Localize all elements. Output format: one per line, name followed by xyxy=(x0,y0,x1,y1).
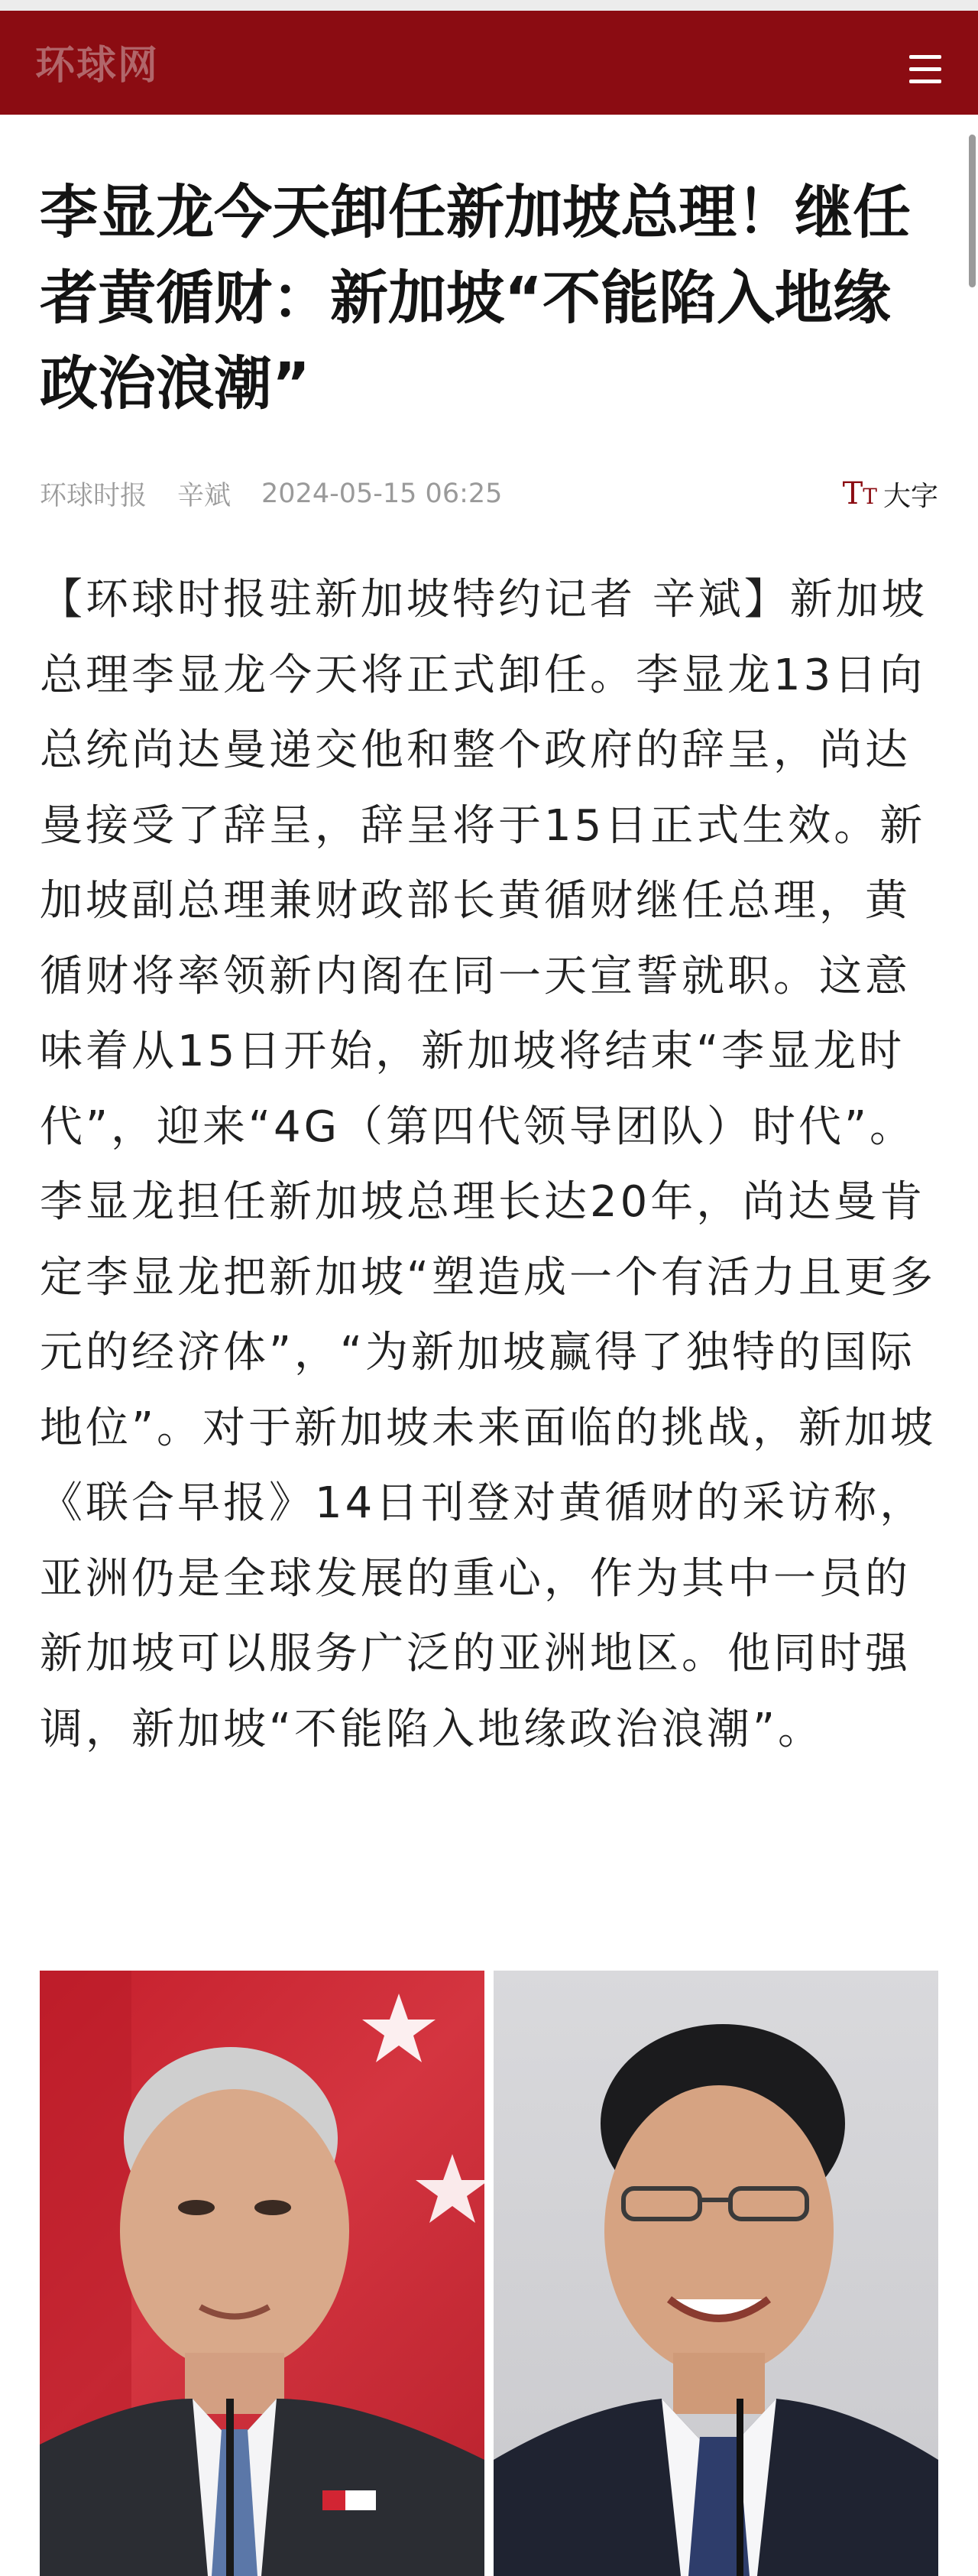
status-strip xyxy=(0,0,978,11)
portrait-photo-icon xyxy=(40,1971,484,2576)
article-datetime: 2024-05-15 06:25 xyxy=(261,479,503,509)
article-meta xyxy=(40,472,938,515)
hamburger-menu-icon[interactable] xyxy=(906,50,944,89)
scrollbar[interactable] xyxy=(967,115,978,2576)
font-size-label: 大字 xyxy=(882,480,938,512)
portrait-photo-icon xyxy=(494,1971,938,2576)
photo-lee-hsien-loong[interactable] xyxy=(40,1971,484,2576)
article-title: 李显龙今天卸任新加坡总理！继任者黄循财：新加坡“不能陷入地缘政治浪潮” xyxy=(40,178,911,417)
article-source: 环球时报 xyxy=(40,481,147,511)
site-logo[interactable]: 环球网 xyxy=(35,42,160,89)
photo-lawrence-wong[interactable] xyxy=(494,1971,938,2576)
scrollbar-thumb[interactable] xyxy=(969,135,976,287)
article-author: 辛斌 xyxy=(177,481,232,511)
article-body: 【环球时报驻新加坡特约记者 辛斌】新加坡总理李显龙今天将正式卸任。李显龙13日向总统尚达曼递交他和整个政府的辞呈，尚达曼接受了辞呈，辞呈将于15日正式生效。新加坡副总理兼财政部长黄循财继任总理，黄循财将率领新内阁在同一天宣誓就职。这意味着从15日开始，新加坡将结束“李显龙时代”，迎来“4G（第四代领导团队）时代”。李显龙担任新加坡总理长达20年，尚达曼肯定李显龙把新加坡“塑造成一个有活力且更多元的经济体”，“为新加坡赢得了独特的国际地位”。对于新加坡未来面临的挑战，新加坡《联合早报》14日刊登对黄循财的采访称，亚洲仍是全球发展的重心，作为其中一员的新加坡可以服务广泛的亚洲地区。他同时强调，新加坡“不能陷入地缘政治浪潮”。 xyxy=(40,575,937,1754)
font-size-toggle[interactable] xyxy=(843,475,938,514)
top-bar xyxy=(0,11,978,115)
font-size-icon: TT xyxy=(842,476,877,511)
